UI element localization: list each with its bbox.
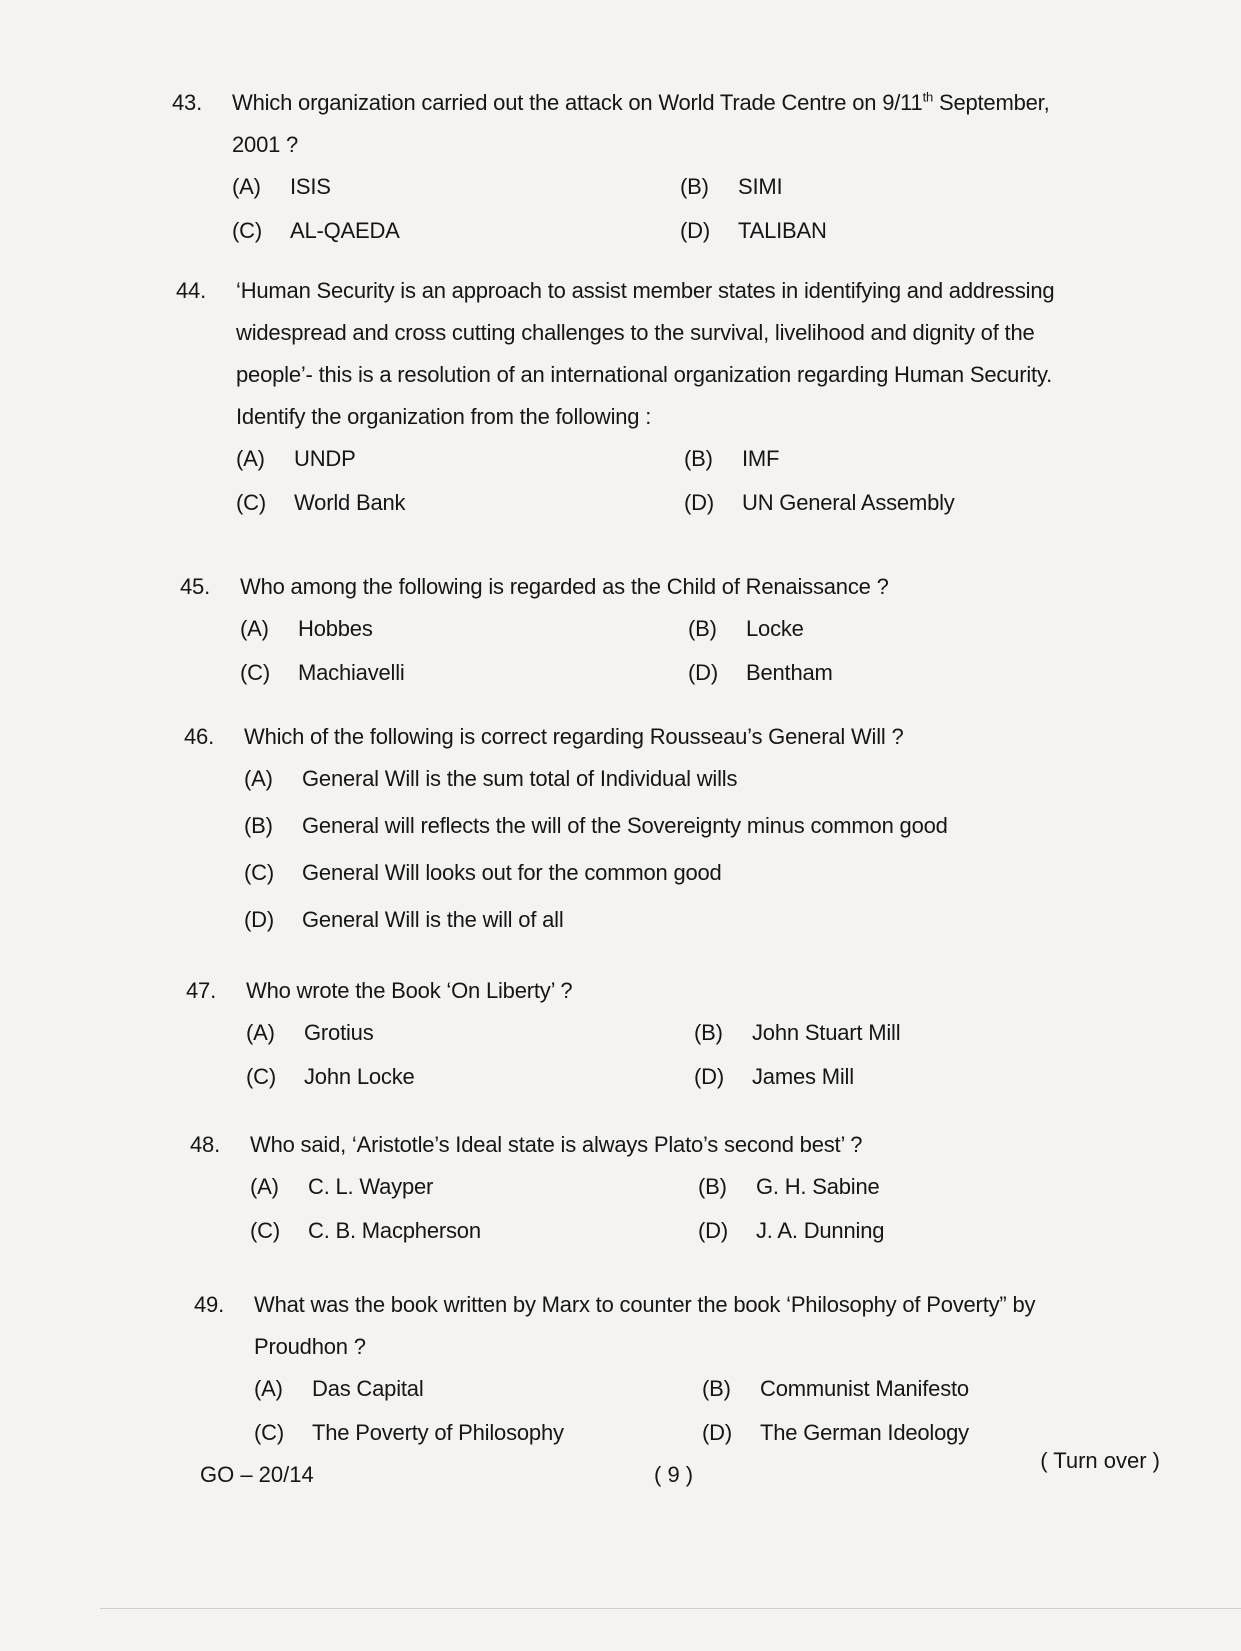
question-number: 44. — [176, 278, 206, 303]
option-row — [172, 166, 1112, 210]
option-a: (A) UNDP — [236, 446, 356, 471]
question-number: 45. — [180, 574, 210, 599]
question-text: Which of the following is correct regarding Rousseau’s General Will ? — [244, 724, 904, 749]
option-d: (D) UN General Assembly — [684, 490, 955, 515]
question-text: Which organization carried out the attack on World Trade Centre on 9/11th September, — [232, 89, 1050, 115]
page-footer — [200, 1448, 1160, 1502]
option-c: (C) Machiavelli — [240, 660, 405, 685]
option-row — [176, 482, 1136, 526]
question-number: 46. — [184, 724, 214, 749]
option-d: (D) TALIBAN — [680, 218, 827, 243]
scan-edge-line — [100, 1608, 1241, 1609]
question-43 — [172, 82, 1112, 254]
option-row — [186, 1056, 1146, 1100]
question-number: 47. — [186, 978, 216, 1003]
option-row — [180, 608, 1140, 652]
option-a: (A) Grotius — [246, 1020, 374, 1045]
question-48 — [190, 1124, 1150, 1254]
question-45 — [180, 566, 1140, 696]
option-a: (A) Das Capital — [254, 1376, 424, 1401]
option-a: (A) C. L. Wayper — [250, 1174, 434, 1199]
option-row — [190, 1210, 1150, 1254]
option-row — [194, 1368, 1154, 1412]
option-a: (A) General Will is the sum total of Individual wills — [244, 766, 738, 791]
option-d: (D) J. A. Dunning — [698, 1218, 885, 1243]
question-text-line: Proudhon ? — [254, 1334, 366, 1359]
option-c: (C) General Will looks out for the common good — [244, 860, 722, 885]
option-b: (B) Communist Manifesto — [702, 1376, 969, 1401]
question-text-line: people’- this is a resolution of an international organization regarding Human Security. — [236, 362, 1053, 387]
option-b: (B) IMF — [684, 446, 780, 471]
question-text-line: ‘Human Security is an approach to assist member states in identifying and addressing — [236, 278, 1055, 303]
question-text-line: Identify the organization from the following : — [236, 404, 652, 429]
option-row — [180, 652, 1140, 696]
option-b: (B) General will reflects the will of the Sovereignty minus common good — [244, 813, 948, 838]
question-text: Who among the following is regarded as the Child of Renaissance ? — [240, 574, 889, 599]
option-b: (B) John Stuart Mill — [694, 1020, 901, 1045]
option-row — [172, 210, 1112, 254]
option-a: (A) Hobbes — [240, 616, 373, 641]
question-44 — [176, 270, 1136, 526]
option-row — [190, 1166, 1150, 1210]
question-text-line: widespread and cross cutting challenges to the survival, livelihood and dignity of the — [236, 320, 1035, 345]
page-number: ( 9 ) — [654, 1462, 694, 1487]
paper-code: GO – 20/14 — [200, 1462, 314, 1487]
option-d: (D) The German Ideology — [702, 1420, 969, 1445]
option-row — [194, 1412, 1154, 1456]
question-number: 49. — [194, 1292, 224, 1317]
option-b: (B) Locke — [688, 616, 804, 641]
option-d: (D) General Will is the will of all — [244, 907, 564, 932]
question-text-line: 2001 ? — [232, 132, 299, 157]
question-text: Who said, ‘Aristotle’s Ideal state is always Plato’s second best’ ? — [250, 1132, 863, 1157]
option-b: (B) G. H. Sabine — [698, 1174, 880, 1199]
turn-over-note: ( Turn over ) — [1040, 1448, 1160, 1473]
option-b: (B) SIMI — [680, 174, 783, 199]
question-49 — [194, 1284, 1154, 1456]
option-c: (C) The Poverty of Philosophy — [254, 1420, 564, 1445]
option-d: (D) Bentham — [688, 660, 833, 685]
question-text-line: What was the book written by Marx to counter the book ‘Philosophy of Poverty” by — [254, 1292, 1036, 1317]
option-d: (D) James Mill — [694, 1064, 854, 1089]
question-47 — [186, 970, 1146, 1100]
option-row — [186, 1012, 1146, 1056]
option-c: (C) AL-QAEDA — [232, 218, 400, 243]
option-c: (C) C. B. Macpherson — [250, 1218, 481, 1243]
question-text: Who wrote the Book ‘On Liberty’ ? — [246, 978, 573, 1003]
question-number: 48. — [190, 1132, 220, 1157]
question-46 — [184, 716, 1144, 946]
option-a: (A) ISIS — [232, 174, 331, 199]
question-number: 43. — [172, 90, 202, 115]
option-row — [176, 438, 1136, 482]
option-c: (C) World Bank — [236, 490, 406, 515]
option-c: (C) John Locke — [246, 1064, 415, 1089]
